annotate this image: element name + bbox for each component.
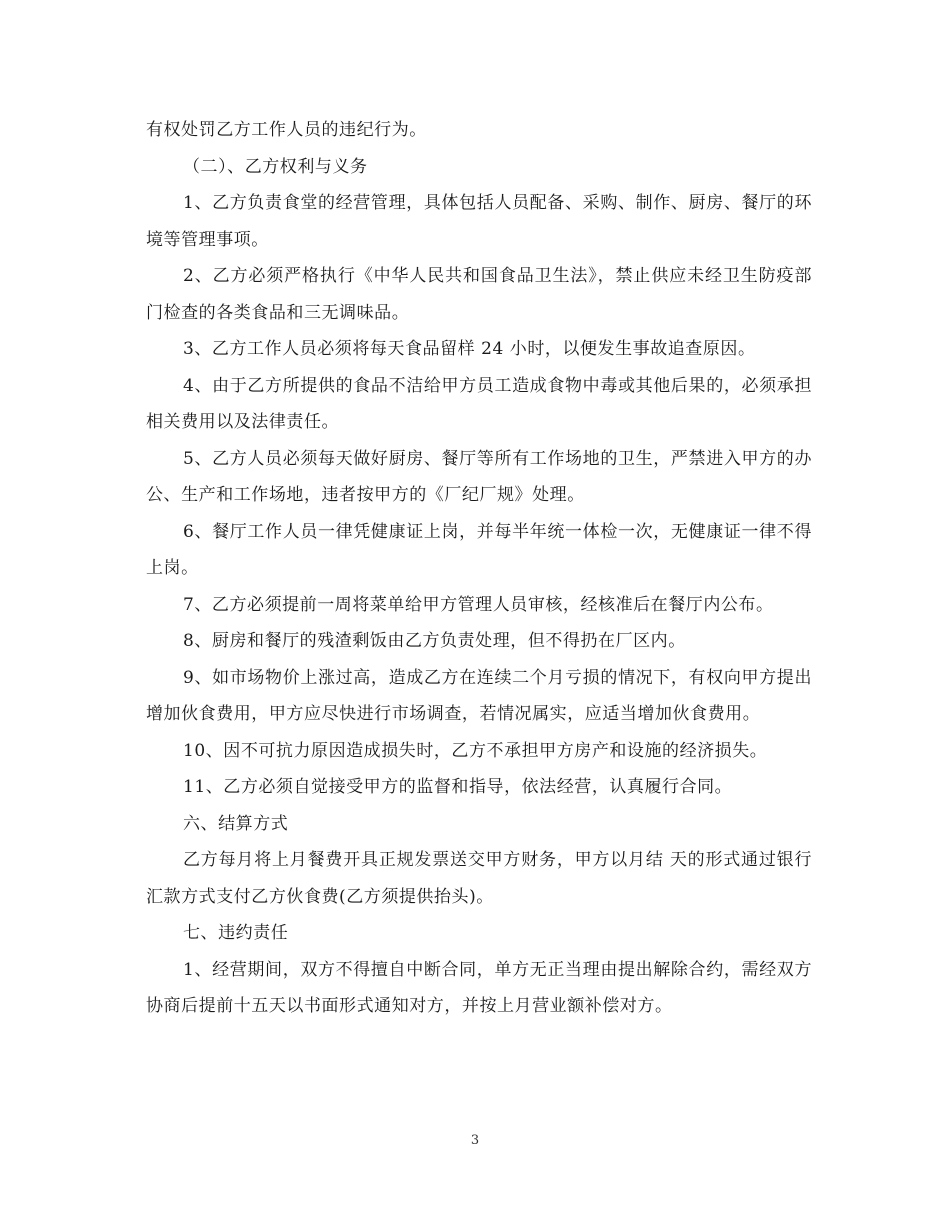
document-body [146, 112, 812, 1025]
clause-2-food-hygiene-law: 2、乙方必须严格执行《中华人民共和国食品卫生法》，禁止供应未经卫生防疫部门检查的各类食品和三无调味品。 [146, 266, 812, 323]
page-number: 3 [470, 1133, 480, 1148]
clause-4-liability: 4、由于乙方所提供的食品不洁给甲方员工造成食物中毒或其他后果的，必须承担相关费用以及法律责任。 [146, 375, 812, 432]
clause-5-hygiene: 5、乙方人员必须每天做好厨房、餐厅等所有工作场地的卫生，严禁进入甲方的办公、生产和工作场地，违者按甲方的《厂纪厂规》处理。 [146, 448, 812, 505]
clause-7-menu-review: 7、乙方必须提前一周将菜单给甲方管理人员审核，经核准后在餐厅内公布。 [183, 594, 774, 615]
clause-11-supervision: 11、乙方必须自觉接受甲方的监督和指导，依法经营，认真履行合同。 [183, 777, 733, 797]
breach-clause-1: 1、经营期间，双方不得擅自中断合同，单方无正当理由提出解除合约，需经双方协商后提前十五天以书面形式通知对方，并按上月营业额补偿对方。 [146, 959, 812, 1016]
settlement-text: 乙方每月将上月餐费开具正规发票送交甲方财务，甲方以月结 天的形式通过银行汇款方式支付乙方伙食费(乙方须提供抬头)。 [146, 850, 812, 907]
section-heading-party-b-rights: （二）、乙方权利与义务 [183, 156, 368, 177]
clause-3-food-sample: 3、乙方工作人员必须将每天食品留样 24 小时，以便发生事故追查原因。 [183, 339, 756, 359]
clause-9-price-increase: 9、如市场物价上涨过高，造成乙方在连续二个月亏损的情况下，有权向甲方提出增加伙食费用，甲方应尽快进行市场调查，若情况属实，应适当增加伙食费用。 [146, 667, 812, 724]
clause-10-force-majeure: 10、因不可抗力原因造成损失时，乙方不承担甲方房产和设施的经济损失。 [183, 740, 768, 761]
clause-1-management: 1、乙方负责食堂的经营管理，具体包括人员配备、采购、制作、厨房、餐厅的环境等管理事项。 [146, 193, 812, 250]
clause-8-food-waste: 8、厨房和餐厅的残渣剩饭由乙方负责处理，但不得扔在厂区内。 [183, 631, 686, 651]
paragraph-continuation: 有权处罚乙方工作人员的违纪行为。 [146, 120, 427, 140]
section-heading-settlement: 六、结算方式 [183, 813, 289, 834]
clause-6-health-certificate: 6、餐厅工作人员一律凭健康证上岗，并每半年统一体检一次，无健康证一律不得上岗。 [146, 521, 812, 578]
section-heading-breach: 七、违约责任 [183, 923, 289, 943]
